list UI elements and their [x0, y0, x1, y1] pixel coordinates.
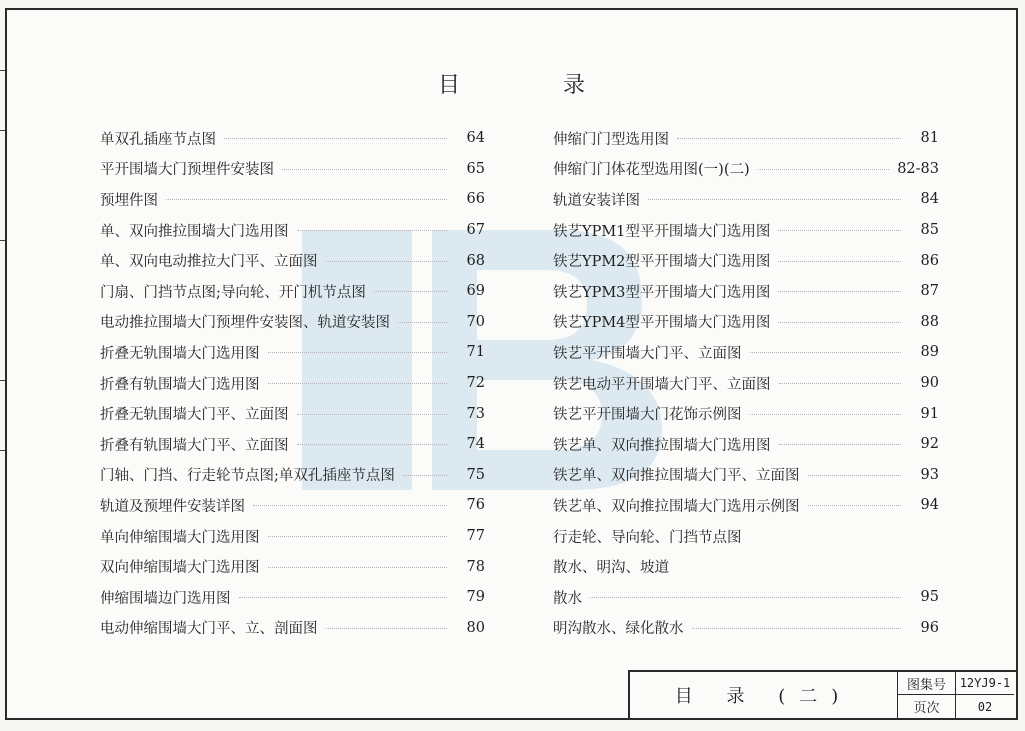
toc-leader-line: [239, 596, 448, 598]
toc-entry-page: 79: [466, 589, 485, 606]
toc-entry[interactable]: [100, 551, 485, 582]
toc-entry-label: 电动推拉围墙大门预埋件安装图、轨道安装图: [100, 315, 390, 332]
toc-entry[interactable]: [553, 276, 939, 307]
toc-entry[interactable]: [100, 154, 485, 185]
toc-entry-label: 铁艺单、双向推拉围墙大门选用图: [553, 437, 771, 454]
toc-entry-page: 87: [920, 283, 939, 300]
toc-leader-line: [677, 137, 901, 139]
toc-entry-page: 65: [466, 160, 485, 177]
toc-leader-line: [808, 474, 902, 476]
toc-leader-line: [268, 351, 448, 353]
toc-leader-line: [282, 168, 447, 170]
toc-entry[interactable]: [100, 521, 485, 552]
toc-entry-label: 门扇、门挡节点图;导向轮、开门机节点图: [100, 284, 366, 301]
toc-entry-page: 71: [466, 344, 485, 361]
toc-leader-line: [297, 229, 448, 231]
page-number-label: 页次: [898, 695, 956, 718]
toc-leader-line: [758, 168, 890, 170]
toc-leader-line: [253, 504, 447, 506]
toc-entry[interactable]: [553, 215, 939, 246]
toc-leader-line: [398, 321, 447, 323]
toc-entry-page: 66: [466, 191, 485, 208]
toc-entry-page: 88: [920, 313, 939, 330]
toc-leader-line: [750, 536, 902, 537]
toc-right-column: [553, 123, 939, 643]
toc-leader-line: [778, 229, 901, 231]
toc-left-column: [100, 123, 485, 643]
toc-entry-page: 93: [920, 466, 939, 483]
toc-entry-page: 64: [466, 130, 485, 147]
toc-entry[interactable]: [100, 460, 485, 491]
toc-entry-label: 铁艺YPM1型平开围墙大门选用图: [553, 223, 771, 240]
toc-entry[interactable]: [100, 307, 485, 338]
toc-leader-line: [692, 627, 902, 629]
toc-entry-label: 铁艺电动平开围墙大门平、立面图: [553, 376, 771, 393]
toc-leader-line: [779, 382, 902, 384]
toc-leader-line: [677, 566, 901, 567]
toc-leader-line: [297, 413, 448, 415]
toc-entry[interactable]: [553, 307, 939, 338]
toc-entry[interactable]: [553, 337, 939, 368]
toc-leader-line: [590, 596, 901, 598]
toc-entry-label: 铁艺单、双向推拉围墙大门平、立面图: [553, 468, 800, 485]
toc-entry-page: 77: [466, 528, 485, 545]
toc-entry-label: 单双孔插座节点图: [100, 131, 216, 148]
toc-leader-line: [403, 474, 447, 476]
toc-entry[interactable]: [553, 123, 939, 154]
toc-entry-page: 67: [466, 222, 485, 239]
toc-leader-line: [750, 351, 902, 353]
title-block-title: 目 录 (二): [630, 672, 898, 718]
toc-entry-page: 91: [920, 405, 939, 422]
toc-leader-line: [808, 504, 902, 506]
toc-entry[interactable]: [100, 490, 485, 521]
toc-leader-line: [166, 198, 447, 200]
toc-entry-label: 伸缩围墙边门选用图: [100, 590, 231, 607]
toc-entry-page: 82-83: [897, 160, 939, 177]
toc-entry-label: 轨道及预埋件安装详图: [100, 498, 245, 515]
toc-entry-page: 94: [920, 497, 939, 514]
toc-entry-page: 81: [920, 130, 939, 147]
toc-entry-page: 78: [466, 558, 485, 575]
toc-entry[interactable]: [553, 245, 939, 276]
title-block: [628, 670, 1016, 718]
toc-entry-page: 74: [466, 436, 485, 453]
toc-entry-label: 平开围墙大门预埋件安装图: [100, 162, 274, 179]
toc-entry-label: 铁艺YPM4型平开围墙大门选用图: [553, 315, 771, 332]
toc-entry[interactable]: [100, 398, 485, 429]
toc-entry-page: 89: [920, 344, 939, 361]
toc-entry[interactable]: [553, 613, 939, 644]
atlas-number-label: 图集号: [898, 672, 956, 695]
toc-leader-line: [268, 382, 448, 384]
toc-entry[interactable]: [100, 613, 485, 644]
toc-entry[interactable]: [100, 429, 485, 460]
toc-leader-line: [297, 443, 448, 445]
toc-entry-label: 铁艺平开围墙大门花饰示例图: [553, 407, 742, 424]
toc-entry-label: 铁艺平开围墙大门平、立面图: [553, 345, 742, 362]
toc-entry[interactable]: [553, 429, 939, 460]
toc-entry[interactable]: [553, 184, 939, 215]
toc-entry-label: 电动伸缩围墙大门平、立、剖面图: [100, 621, 318, 638]
toc-entry[interactable]: [553, 582, 939, 613]
toc-entry-label: 行走轮、导向轮、门挡节点图: [553, 529, 742, 546]
page-number-value: 02: [977, 699, 993, 714]
toc-entry[interactable]: [553, 398, 939, 429]
toc-entry-label: 单、双向推拉围墙大门选用图: [100, 223, 289, 240]
toc-entry-label: 单、双向电动推拉大门平、立面图: [100, 254, 318, 271]
toc-entry[interactable]: [553, 551, 939, 582]
toc-entry-page: 69: [466, 283, 485, 300]
toc-entry-label: 散水: [553, 590, 582, 607]
toc-leader-line: [374, 290, 447, 292]
toc-entry-page: 86: [920, 252, 939, 269]
toc-entry[interactable]: [100, 582, 485, 613]
page-title: 目 录: [438, 73, 633, 98]
toc-leader-line: [778, 321, 901, 323]
toc-entry-label: 伸缩门门型选用图: [553, 131, 669, 148]
toc-entry-page: 76: [466, 497, 485, 514]
toc-entry[interactable]: [553, 490, 939, 521]
drawing-frame: [5, 8, 1018, 720]
toc-entry[interactable]: [100, 215, 485, 246]
toc-entry[interactable]: [553, 154, 939, 185]
toc-entry-label: 散水、明沟、坡道: [553, 560, 669, 577]
toc-entry[interactable]: [553, 460, 939, 491]
toc-leader-line: [224, 137, 447, 139]
toc-entry-label: 明沟散水、绿化散水: [553, 621, 684, 638]
toc-entry-label: 铁艺单、双向推拉围墙大门选用示例图: [553, 498, 800, 515]
toc-entry-page: 70: [466, 313, 485, 330]
toc-entry[interactable]: [100, 276, 485, 307]
toc-entry-page: 92: [920, 436, 939, 453]
toc-entry-label: 折叠有轨围墙大门选用图: [100, 376, 260, 393]
toc-entry[interactable]: [100, 368, 485, 399]
toc-leader-line: [326, 627, 448, 629]
toc-entry-label: 伸缩门门体花型选用图(一)(二): [553, 162, 750, 179]
toc-entry-label: 折叠无轨围墙大门平、立面图: [100, 407, 289, 424]
toc-entry-label: 铁艺YPM3型平开围墙大门选用图: [553, 284, 771, 301]
toc-entry-label: 门轴、门挡、行走轮节点图;单双孔插座节点图: [100, 468, 395, 485]
toc-entry-page: 73: [466, 405, 485, 422]
toc-entry-page: 95: [920, 589, 939, 606]
toc-entry-page: 96: [920, 619, 939, 636]
toc-leader-line: [778, 290, 901, 292]
toc-entry[interactable]: [553, 368, 939, 399]
toc-entry-label: 双向伸缩围墙大门选用图: [100, 560, 260, 577]
toc-entry-page: 75: [466, 466, 485, 483]
toc-entry-label: 折叠有轨围墙大门平、立面图: [100, 437, 289, 454]
toc-entry[interactable]: [100, 337, 485, 368]
toc-entry-label: 铁艺YPM2型平开围墙大门选用图: [553, 254, 771, 271]
toc-entry-page: 68: [466, 252, 485, 269]
toc-entry-page: 84: [920, 191, 939, 208]
toc-leader-line: [779, 443, 902, 445]
toc-entry[interactable]: [100, 184, 485, 215]
toc-leader-line: [648, 198, 901, 200]
toc-leader-line: [778, 260, 901, 262]
toc-entry[interactable]: [100, 123, 485, 154]
toc-entry[interactable]: [553, 521, 939, 552]
toc-entry-label: 折叠无轨围墙大门选用图: [100, 345, 260, 362]
toc-leader-line: [750, 413, 902, 415]
toc-entry-page: 80: [466, 619, 485, 636]
toc-entry-label: 单向伸缩围墙大门选用图: [100, 529, 260, 546]
toc-entry[interactable]: [100, 245, 485, 276]
toc-entry-page: 90: [920, 375, 939, 392]
toc-entry-label: 轨道安装详图: [553, 192, 640, 209]
atlas-number-value: 12YJ9-1: [956, 672, 1014, 695]
toc-entry-page: 72: [466, 375, 485, 392]
toc-entry-label: 预埋件图: [100, 192, 158, 209]
toc-entry-page: 85: [920, 222, 939, 239]
toc-leader-line: [268, 566, 448, 568]
toc-leader-line: [326, 260, 448, 262]
toc-leader-line: [268, 535, 448, 537]
